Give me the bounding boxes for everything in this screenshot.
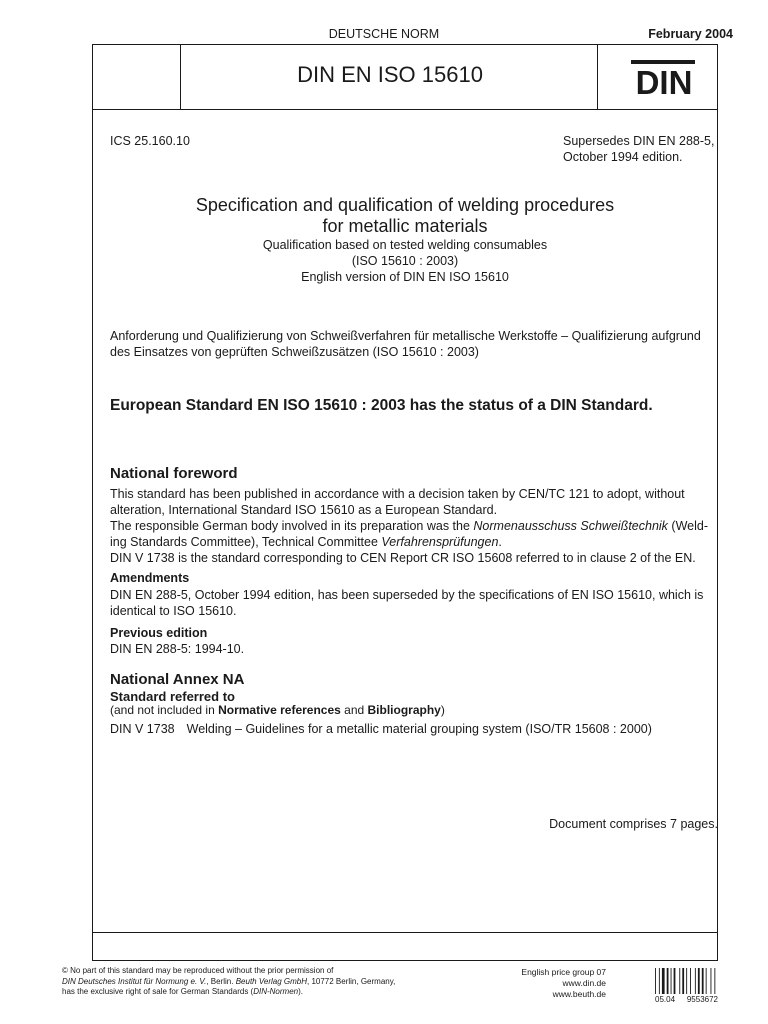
foreword-p2-line-1: The responsible German body involved in its preparation was the Normenausschuss Schweißtechnik (Weld- xyxy=(110,519,708,533)
title-line-1: Specification and qualification of welding procedures xyxy=(195,195,615,215)
barcode-code-right: 9553672 xyxy=(686,995,718,1004)
subtitle-line-1: Qualification based on tested welding consumables xyxy=(262,238,548,252)
previous-edition-heading: Previous edition xyxy=(110,626,208,640)
amendments-body xyxy=(110,587,718,619)
amendments-line-2: identical to ISO 15610. xyxy=(110,604,237,618)
national-annex-note: (and not included in Normative references and Bibliography) xyxy=(110,703,445,717)
copyright-line-1: © No part of this standard may be reproduced without the prior permission of xyxy=(62,966,334,975)
previous-edition-text: DIN EN 288-5: 1994-10. xyxy=(110,642,245,656)
supersedes-line-2: October 1994 edition. xyxy=(563,150,683,164)
amendments-heading: Amendments xyxy=(110,571,190,585)
amendments-line-1: DIN EN 288-5, October 1994 edition, has been superseded by the specifications of EN ISO 15610, which is xyxy=(110,588,704,602)
committee-name: Normenausschuss Schweißtechnik xyxy=(473,519,668,533)
german-title-line-1: Anforderung und Qualifizierung von Schweißverfahren für metallische Werkstoffe – Qualifizierung aufgrund xyxy=(110,329,701,343)
national-foreword-body xyxy=(110,486,718,566)
barcode-icon xyxy=(655,968,719,994)
copyright-notice xyxy=(62,966,492,998)
supersedes-line-1: Supersedes DIN EN 288-5, xyxy=(563,134,715,148)
din-website-link[interactable]: www.din.de xyxy=(562,978,606,988)
national-annex-reference xyxy=(110,721,652,737)
ics-code: ICS 25.160.10 xyxy=(110,134,190,148)
foreword-p3: DIN V 1738 is the standard corresponding to CEN Report CR ISO 15608 referred to in clause 2 of the EN. xyxy=(110,551,696,565)
technical-committee-name: Verfahrensprüfungen xyxy=(381,535,499,549)
foreword-p1-line-1: This standard has been published in accordance with a decision taken by CEN/TC 121 to adopt, without xyxy=(110,487,685,501)
header-norm-label: DEUTSCHE NORM xyxy=(328,27,440,41)
header-date: February 2004 xyxy=(648,27,733,41)
subtitle-line-3: English version of DIN EN ISO 15610 xyxy=(301,270,509,284)
copyright-line-3: has the exclusive right of sale for German Standards (DIN-Normen). xyxy=(62,987,303,996)
german-title xyxy=(110,328,718,360)
national-foreword-heading: National foreword xyxy=(110,465,238,482)
national-annex-heading: National Annex NA xyxy=(110,671,245,688)
foreword-p1-line-2: alteration, International Standard ISO 15610 as a European Standard. xyxy=(110,503,498,517)
supersedes-note xyxy=(563,133,714,165)
document-subtitle xyxy=(92,237,718,285)
price-and-web xyxy=(480,967,606,1000)
footer-divider xyxy=(92,932,718,933)
reference-title: Welding – Guidelines for a metallic material grouping system (ISO/TR 15608 : 2000) xyxy=(186,722,652,736)
subtitle-line-2: (ISO 15610 : 2003) xyxy=(351,254,459,268)
reference-number: DIN V 1738 xyxy=(110,722,175,736)
price-group: English price group 07 xyxy=(521,967,606,977)
foreword-p2-line-2: ing Standards Committee), Technical Committee Verfahrensprüfungen. xyxy=(110,535,502,549)
din-logo-icon xyxy=(629,58,699,98)
document-title xyxy=(92,195,718,237)
german-title-line-2: des Einsatzes von geprüften Schweißzusätzen (ISO 15610 : 2003) xyxy=(110,345,479,359)
national-annex-subheading: Standard referred to xyxy=(110,689,235,704)
title-row-divider-left xyxy=(180,44,181,110)
document-number: DIN EN ISO 15610 xyxy=(297,62,483,87)
din-logo-text: DIN xyxy=(635,64,693,98)
copyright-line-2: DIN Deutsches Institut für Normung e. V., Berlin. Beuth Verlag GmbH, 10772 Berlin, Germany, xyxy=(62,976,396,986)
status-statement: European Standard EN ISO 15610 : 2003 has the status of a DIN Standard. xyxy=(110,397,653,414)
barcode-code-left: 05.04 xyxy=(655,995,676,1004)
page-count: Document comprises 7 pages. xyxy=(549,817,718,831)
beuth-website-link[interactable]: www.beuth.de xyxy=(552,989,606,999)
title-line-2: for metallic materials xyxy=(322,216,488,236)
